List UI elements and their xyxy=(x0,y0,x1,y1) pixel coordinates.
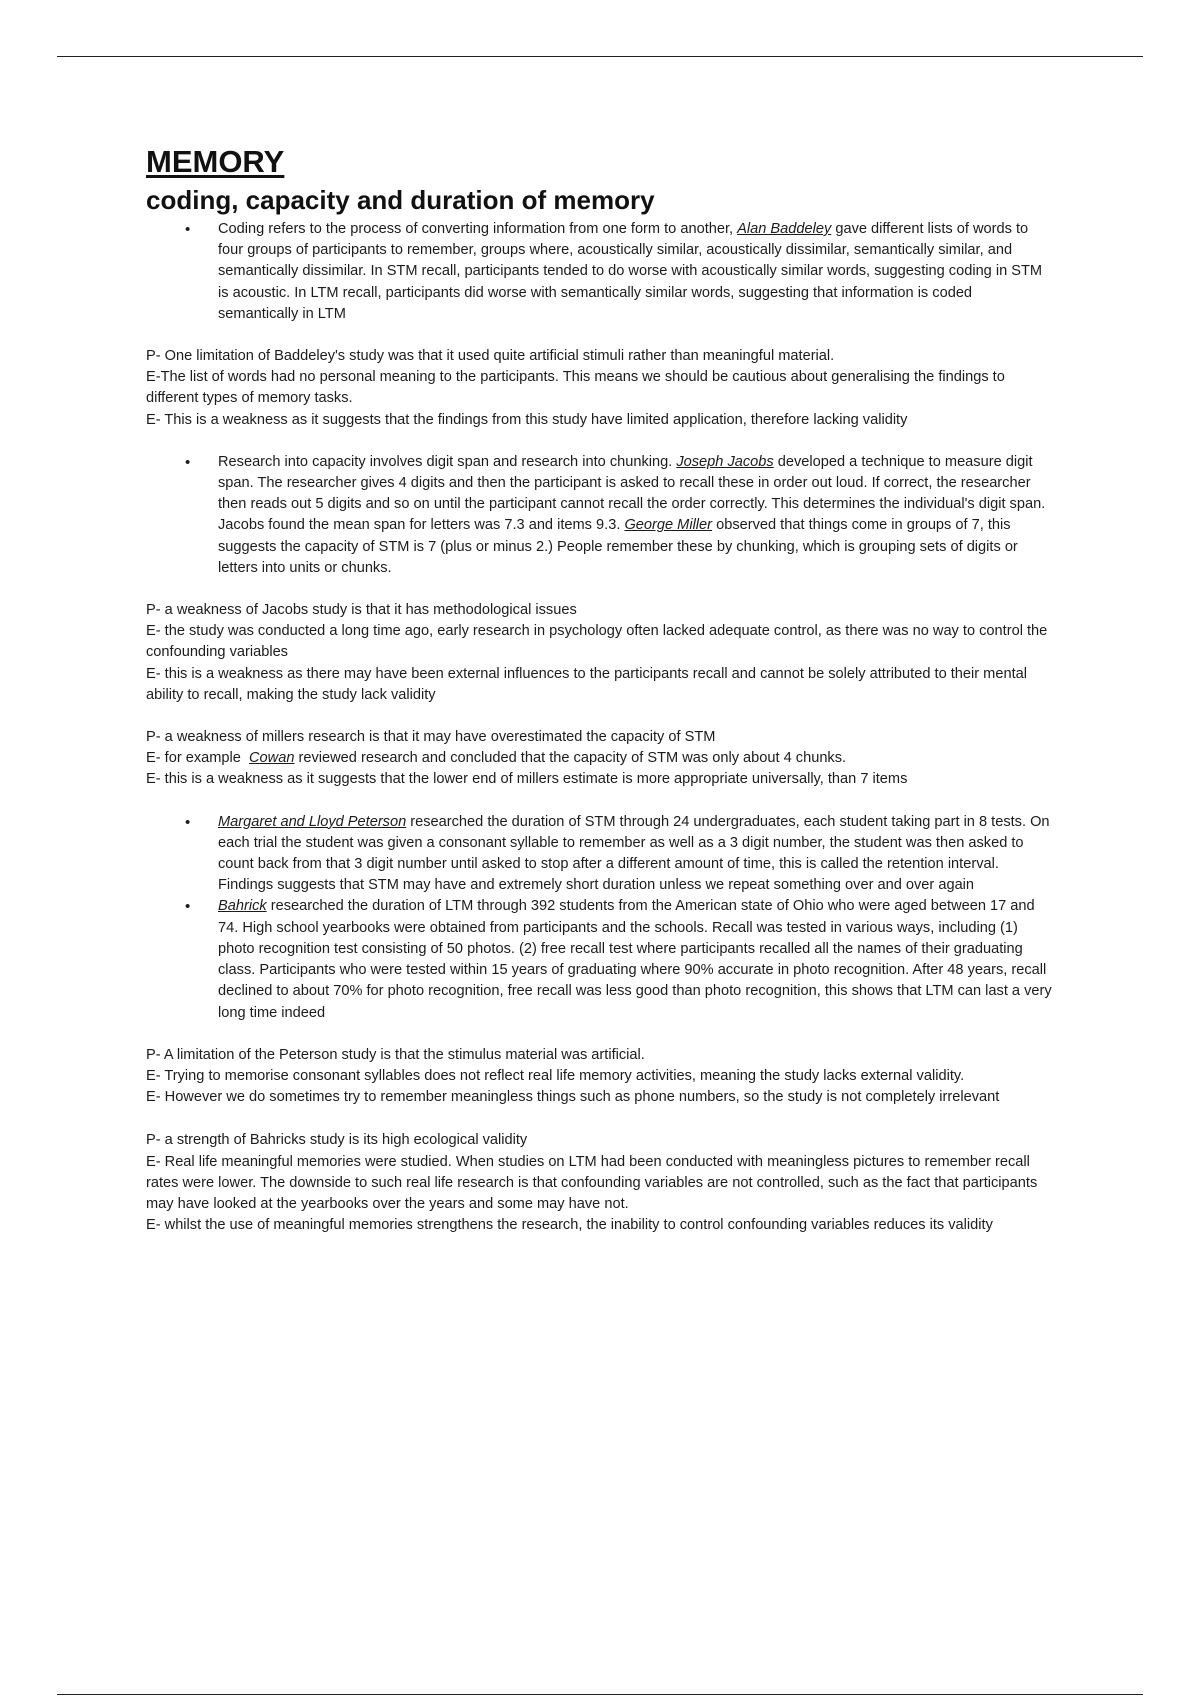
peel2-explain: E- the study was conducted a long time ago, early research in psychology often lacked adequate control, as there was no way to control the confounding variables xyxy=(146,623,1048,661)
duration-bullet-list xyxy=(146,812,1056,1024)
peel3-evaluate: E- this is a weakness as it suggests that the lower end of millers estimate is more appropriate universally, than 7 items xyxy=(146,771,908,788)
spacer xyxy=(146,1108,1056,1130)
researcher-name-miller: George Miller xyxy=(624,517,713,534)
spacer xyxy=(146,1024,1056,1045)
section-subtitle: coding, capacity and duration of memory xyxy=(146,185,655,215)
spacer xyxy=(146,325,1056,346)
peel2-point: P- a weakness of Jacobs study is that it has methodological issues xyxy=(146,602,577,619)
peel2-evaluate: E- this is a weakness as there may have been external influences to the participants recall and cannot be solely attributed to their mental ability to recall, making the study lack validity xyxy=(146,665,1027,703)
peel1-explain: E-The list of words had no personal meaning to the participants. This means we should be cautious about generalising the findings to different types of memory tasks. xyxy=(146,369,1005,407)
researcher-name-jacobs: Joseph Jacobs xyxy=(676,453,774,470)
coding-bullet: • Coding refers to the process of converting information from one form to another, Alan Baddeley gave different lists of words to four groups of participants to remember, groups where, acoustically similar, acoustically dissimilar, semantically similar, and semantically dissimilar. In STM recall, participants tended to do worse with acoustically similar words, suggesting coding in STM is acoustic. In LTM recall, participants did worse with semantically similar words, suggesting that information is coded semantically in LTM xyxy=(218,219,1056,325)
peel4-evaluate: E- However we do sometimes try to remember meaningless things such as phone numbers, so the study is not completely irrelevant xyxy=(146,1089,1000,1106)
researcher-name-baddeley: Alan Baddeley xyxy=(737,221,832,237)
peel1-evaluate: E- This is a weakness as it suggests that the findings from this study have limited application, therefore lacking validity xyxy=(146,411,908,428)
peel4-explain: E- Trying to memorise consonant syllables does not reflect real life memory activities, meaning the study lacks external validity. xyxy=(146,1067,965,1084)
duration-stm-bullet: • Margaret and Lloyd Peterson researched the duration of STM through 24 undergraduates, each student taking part in 8 tests. On each trial the student was given a consonant syllable to remember as well as a 3 digit number, the student was then asked to count back from that 3 digit number until asked to stop after a different amount of time, this is called the retention interval. Findings suggests that STM may have and extremely short duration unless we repeat something over and over again xyxy=(218,812,1056,897)
page-title: MEMORY xyxy=(146,144,285,179)
bottom-rule xyxy=(57,1694,1143,1695)
researcher-name-cowan: Cowan xyxy=(249,750,295,767)
capacity-bullet-list xyxy=(146,452,1056,579)
peel3-explain: E- for example Cowan reviewed research and concluded that the capacity of STM was only about 4 chunks. xyxy=(146,750,847,767)
spacer xyxy=(146,431,1056,452)
duration-ltm-bullet: • Bahrick researched the duration of LTM through 392 students from the American state of Ohio who were aged between 17 and 74. High school yearbooks were obtained from participants and the schools. Recall was tested in various ways, including (1) photo recognition test consisting of 50 photos. (2) free recall test where participants recalled all the names of their graduating class. Participants who were tested within 15 years of graduating where 90% accurate in photo recognition. After 48 years, recall declined to about 70% for photo recognition, free recall was less good than photo recognition, this shows that LTM can last a very long time indeed xyxy=(218,896,1056,1023)
peel4-point: P- A limitation of the Peterson study is that the stimulus material was artificial. xyxy=(146,1046,645,1063)
researcher-name-bahrick: Bahrick xyxy=(218,898,267,915)
document-body xyxy=(146,142,1056,1236)
peel5-point: P- a strength of Bahricks study is its high ecological validity xyxy=(146,1132,528,1149)
peel3-point: P- a weakness of millers research is that it may have overestimated the capacity of STM xyxy=(146,729,716,746)
top-rule xyxy=(57,56,1143,57)
researcher-name-peterson: Margaret and Lloyd Peterson xyxy=(218,813,407,830)
peel5-evaluate: E- whilst the use of meaningful memories strengthens the research, the inability to control confounding variables reduces its validity xyxy=(146,1217,993,1234)
spacer xyxy=(146,791,1056,812)
capacity-bullet: • Research into capacity involves digit span and research into chunking. Joseph Jacobs developed a technique to measure digit span. The researcher gives 4 digits and then the participant is asked to recall these in order out loud. If correct, the researcher then reads out 5 digits and so on until the participant cannot recall the order correctly. This determines the individual's digit span. Jacobs found the mean span for letters was 7.3 and items 9.3. George Miller observed that things come in groups of 7, this suggests the capacity of STM is 7 (plus or minus 2.) People remember these by chunking, which is grouping sets of digits or letters into units or chunks. xyxy=(218,452,1056,579)
peel5-explain: E- Real life meaningful memories were studied. When studies on LTM had been conducted with meaningless pictures to remember recall rates were lower. The downside to such real life research is that confounding variables are not controlled, such as the fact that participants may have looked at the yearbooks over the years and some may have not. xyxy=(146,1153,1038,1212)
spacer xyxy=(146,579,1056,600)
spacer xyxy=(146,706,1056,727)
coding-bullet-list xyxy=(146,219,1056,325)
peel1-point: P- One limitation of Baddeley's study was that it used quite artificial stimuli rather than meaningful material. xyxy=(146,348,835,365)
